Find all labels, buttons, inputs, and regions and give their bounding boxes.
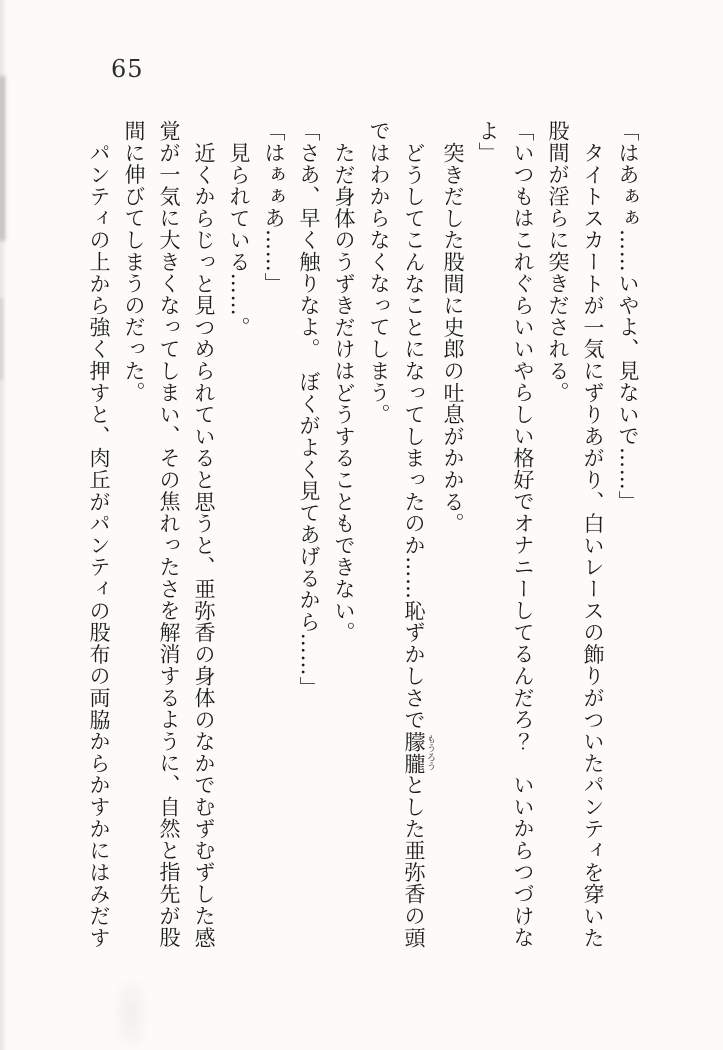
ruby-annotation (402, 730, 435, 775)
text-segment: どうしてこんなことになってしまったのか……恥ずかしさで (402, 142, 426, 731)
paragraph-narrative-2: 突きだした股間に史郎の吐息がかかる。 (441, 142, 465, 535)
text-segment: とした亜弥香の頭ではわからなくなってしまう。 (367, 120, 426, 949)
ruby-base: 朦朧 (402, 730, 426, 775)
scan-smudge (116, 982, 146, 1046)
scan-smudge (0, 298, 3, 380)
paragraph-dialogue-1: 「はあぁぁ……いやよ、見ないで……」 (616, 120, 640, 513)
paragraph-narrative-7: パンティの上から強く押すと、肉丘がパンティの股布の両脇からかすかにはみだす (87, 142, 111, 949)
paragraph-narrative-6: 近くからじっと見つめられていると思うと、亜弥香の身体のなかでむずむずした感覚が一気に大きくなってしまい、その焦れったさを解消するように、自然と指先が股間に伸びてしまうのだった。 (122, 120, 216, 949)
paragraph-narrative-1: タイトスカートが一気にずりあがり、白いレースの飾りがついたパンティを穿いた股間が淫らに突きだされる。 (546, 120, 605, 949)
paragraph-dialogue-3: 「さあ、早く触りなよ。 ぼくがよく見てあげるから……」 (297, 120, 321, 699)
page-number: 65 (111, 55, 144, 83)
text-area (85, 120, 645, 950)
paragraph-dialogue-2: 「いつもはこれぐらいいやらしい格好でオナニーしてるんだろ？ いいからつづけなよ」 (476, 120, 535, 949)
scan-smudge (0, 76, 5, 241)
paragraph-narrative-5: 見られている……。 (227, 142, 251, 339)
scan-edge-shadow (0, 0, 7, 1050)
paragraph-narrative-3 (361, 120, 435, 950)
paragraph-narrative-4: ただ身体のうずきだけはどうすることもできない。 (332, 142, 356, 644)
paragraph-dialogue-4: 「はぁぁあ……」 (262, 120, 286, 295)
ruby-text: もうろう (425, 730, 435, 775)
